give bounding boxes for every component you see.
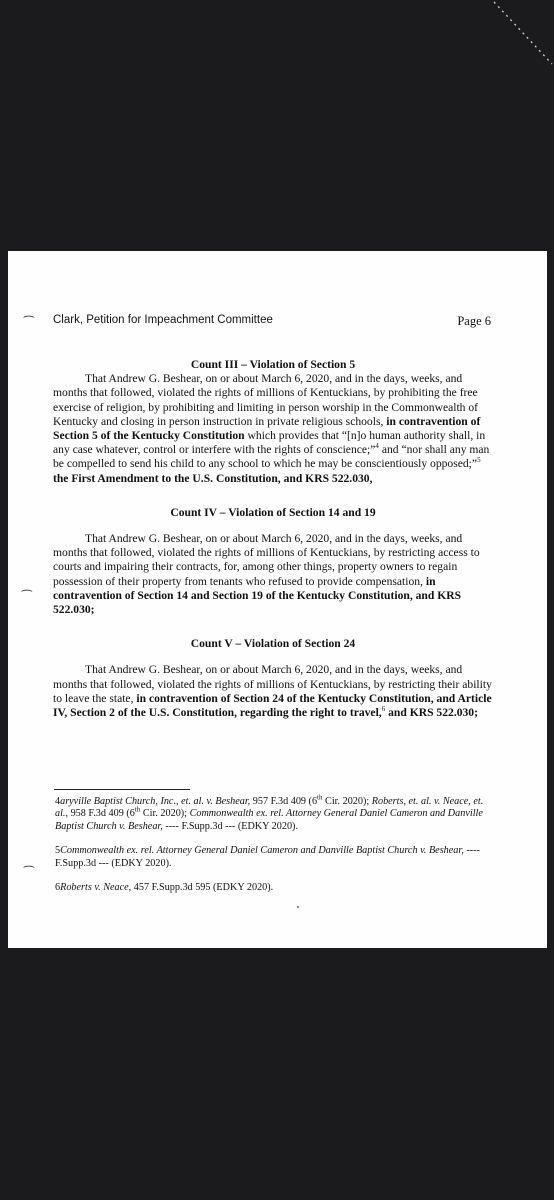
page-number: Page 6	[457, 314, 491, 328]
count-5-heading: Count V – Violation of Section 24	[190, 637, 356, 651]
footnote-ref: 5	[477, 456, 481, 465]
margin-mark: ⁀	[24, 316, 34, 330]
corner-dotted-line	[480, 0, 554, 70]
footnote-5: 5Commonwealth ex. rel. Attorney General Daniel Cameron and Danville Baptist Church v. Beshear, ---- F.Supp.3d --- (EDKY 2020).	[55, 845, 480, 869]
document-body	[53, 358, 493, 720]
page-header	[53, 314, 491, 329]
count-4-paragraph: That Andrew G. Beshear, on or about March 6, 2020, and in the days, weeks, and months that followed, violated the rights of millions of Kentuckians, by restricting access to courts and impairing their contracts, for, among other things, property owners to regain possession of their property from tenants who refused to provide compensation, in contravention of Section 14 and Section 19 of the Kentucky Constitution, and KRS 522.030;	[53, 532, 480, 617]
footnote-ref: 4	[375, 442, 379, 451]
footnote-divider	[54, 789, 190, 790]
count-4-heading: Count IV – Violation of Section 14 and 19	[170, 505, 376, 519]
margin-mark: ⁀	[24, 866, 34, 880]
footnotes	[55, 793, 495, 906]
footnote-4: 4aryville Baptist Church, Inc., et. al. v. Beshear, 957 F.3d 409 (6th Cir. 2020); Roberts, et. al. v. Neace, et. al., 958 F.3d 409 (6th Cir. 2020); Commonwealth ex. rel. Attorney General Daniel Cameron and Danville Baptist Church v. Beshear, ---- F.Supp.3d --- (EDKY 2020).	[55, 793, 484, 832]
footnote-ref: 6	[381, 705, 386, 714]
count-3-paragraph: That Andrew G. Beshear, on or about March 6, 2020, and in the days, weeks, and months that followed, violated the rights of millions of Kentuckians, by prohibiting the free exercise of religion, by prohibiting and limiting in person worship in the Commonwealth of Kentucky and closing in person instruction in private religious schools, in contravention of Section 5 of the Kentucky Constitution which provides that “[n]o human authority shall, in any case whatever, control or interfere with the rights of conscience;”$^4$ and “nor shall any man be compelled to send his child to any school to which he may be conscientiously opposed;”$^5$ the First Amendment to the U.S. Constitution, and KRS 522.030,	[53, 372, 490, 485]
count-5-paragraph: That Andrew G. Beshear, on or about March 6, 2020, and in the days, weeks, and months that followed, violated the rights of millions of Kentuckians, by restricting their ability to leave the state, in contravention of Section 24 of the Kentucky Constitution, and Article IV, Section 2 of the U.S. Constitution, regarding the right to travel,$^6$ and KRS 522.030;	[53, 663, 492, 720]
scan-speck	[297, 906, 299, 908]
margin-mark: ⁀	[22, 590, 32, 604]
footnote-6: 6Roberts v. Neace, 457 F.Supp.3d 595 (EDKY 2020).	[55, 882, 274, 894]
header-title: Clark, Petition for Impeachment Committee	[53, 314, 273, 326]
document-page	[8, 251, 547, 948]
count-3-heading: Count III – Violation of Section 5	[190, 358, 356, 371]
